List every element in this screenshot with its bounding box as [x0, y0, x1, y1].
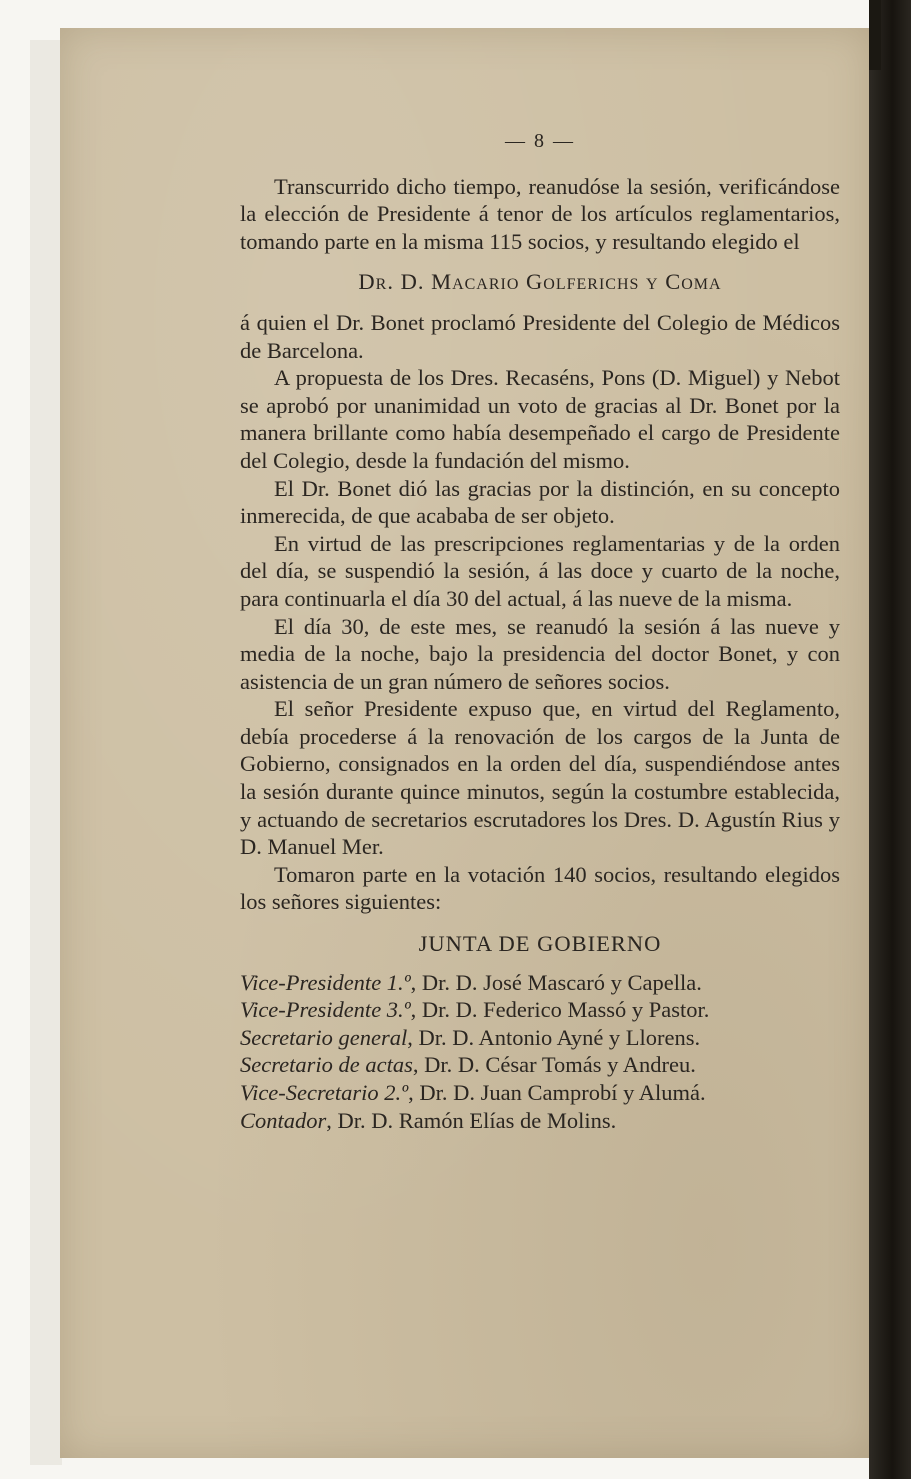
paragraph-resumption: Transcurrido dicho tiempo, reanudóse la sesión, verificándose la elección de Presidente á tenor de los artículos reglamentarios, tomando parte en la misma 115 socios, y resultando elegido el: [240, 173, 840, 254]
officer-list: [240, 969, 840, 1135]
officer-line: [240, 1107, 840, 1135]
scan-background-edge: [30, 40, 62, 1465]
officer-line: [240, 1079, 840, 1107]
officer-role: Vice-Presidente 1.º: [240, 969, 411, 995]
officer-role: Contador: [240, 1107, 327, 1133]
officer-role: Vice-Secretario 2.º: [240, 1080, 409, 1105]
spine-shadow: [869, 0, 881, 70]
officer-name: , Dr. D. Juan Camprobí y Alumá.: [408, 1080, 706, 1105]
officer-name: , Dr. D. Federico Massó y Pastor.: [410, 997, 710, 1023]
officer-name: , Dr. D. José Mascaró y Capella.: [410, 969, 702, 995]
officer-name: , Dr. D. Ramón Elías de Molins.: [326, 1107, 617, 1133]
paragraph-day-30: El día 30, de este mes, se reanudó la sesión á las nueve y media de la noche, bajo la presidencia del doctor Bonet, y con asistencia de un gran número de señores socios.: [240, 613, 840, 694]
officer-line: [240, 969, 840, 997]
elected-president-name: Dr. D. Macario Golferichs y Coma: [358, 269, 722, 295]
paragraph-suspension: En virtud de las prescripciones reglamentarias y de la orden del día, se suspendió la sesión, á las doce y cuarto de la noche, para continuarla el día 30 del actual, á las nueve de la misma.: [240, 530, 840, 611]
junta-title: JUNTA DE GOBIERNO: [418, 931, 662, 957]
paragraph-vote-of-thanks: A propuesta de los Dres. Recaséns, Pons (D. Miguel) y Nebot se aprobó por unanimidad un voto de gracias al Dr. Bonet por la manera brillante como había desempeñado el cargo de Presidente del Colegio, desde la fundación del mismo.: [240, 365, 840, 473]
officer-name: , Dr. D. Antonio Ayné y Llorens.: [407, 1024, 701, 1050]
page-text: [240, 128, 840, 1134]
officer-line: [240, 1051, 840, 1079]
page-number: — 8 —: [505, 130, 575, 152]
officer-role: Secretario general: [240, 1024, 408, 1050]
officer-line: [240, 1024, 840, 1052]
officer-line: [240, 996, 840, 1024]
officer-name: , Dr. D. César Tomás y Andreu.: [412, 1052, 696, 1078]
officer-role: Vice-Presidente 3.º: [240, 997, 411, 1023]
book-spine: [869, 0, 911, 1479]
officer-role: Secretario de actas: [240, 1052, 413, 1078]
paragraph-vote-result: Tomaron parte en la votación 140 socios, resultando elegidos los señores siguientes:: [240, 861, 840, 915]
paragraph-renewal: El señor Presidente expuso que, en virtud del Reglamento, debía procederse á la renovación de los cargos de la Junta de Gobierno, consignados en la orden del día, suspendiéndose antes la sesión durante quince minutos, según la costumbre establecida, y actuando de secretarios escrutadores los Dres. D. Agustín Rius y D. Manuel Mer.: [240, 696, 840, 860]
paragraph-thanks-reply: El Dr. Bonet dió las gracias por la distinción, en su concepto inmerecida, de que acababa de ser objeto.: [240, 475, 840, 529]
paragraph-proclamation: á quien el Dr. Bonet proclamó Presidente del Colegio de Médicos de Barcelona.: [240, 309, 840, 363]
